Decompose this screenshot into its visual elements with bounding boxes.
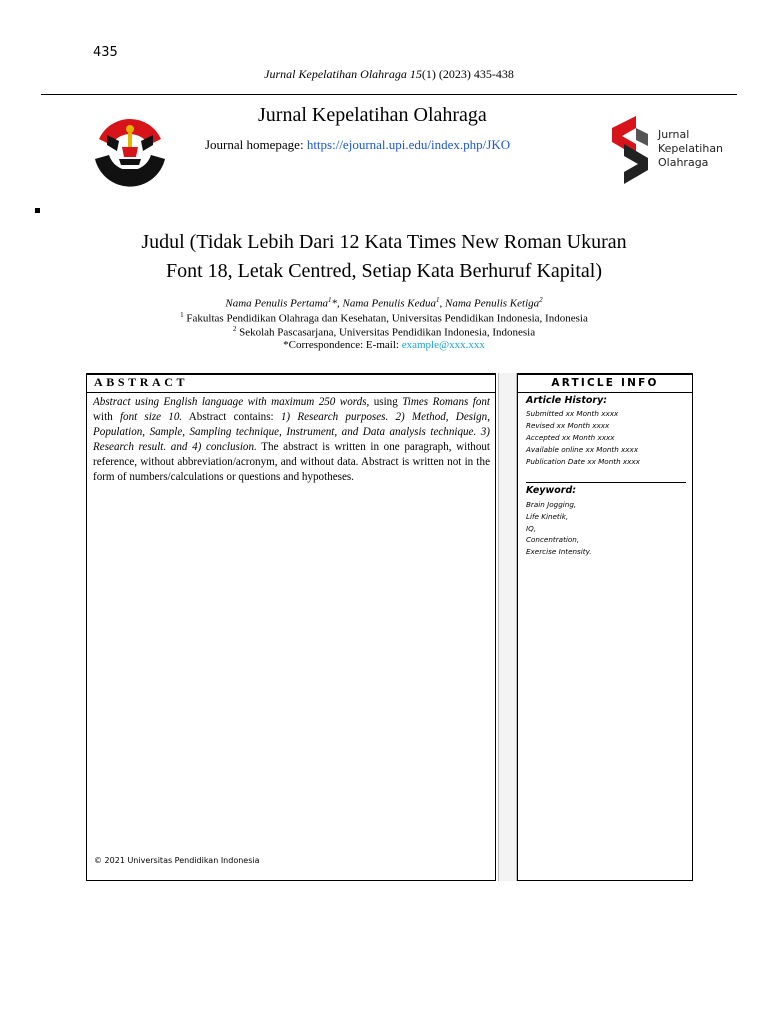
paper-title	[80, 228, 688, 286]
abstract-part-1: Abstract using English language with maximum 250 words,	[93, 396, 370, 408]
running-header	[0, 67, 768, 82]
upi-university-emblem-icon	[89, 111, 171, 191]
article-history-list	[526, 408, 640, 468]
author-3-affil: 2	[539, 296, 543, 304]
abstract-part-7: 1) Research purposes. 2) Method, Design, Population, Sample, Sampling technique, Instrument, and Data analysis technique. 3) Research result. and 4) conclusion.	[93, 411, 491, 453]
keyword-item: IQ,	[526, 523, 537, 533]
corresponding-mark: *,	[331, 297, 343, 310]
history-item: Publication Date xx Month xxxx	[526, 457, 640, 466]
history-item: Available online xx Month xxxx	[526, 445, 639, 454]
history-item: Accepted xx Month xxxx	[526, 433, 615, 442]
abstract-part-8: The abstract is written in one paragraph, without reference, without abbreviation/acronym, and without data. Abstract is written not in the form of numbers/calculations or questions and hypotheses.	[93, 441, 491, 483]
author-list	[0, 296, 768, 310]
jko-logo-text	[658, 128, 723, 170]
header-rule	[41, 94, 737, 95]
paper-title-line-2: Font 18, Letak Centred, Setiap Kata Berhuruf Kapital)	[166, 260, 602, 282]
author-1: Nama Penulis Pertama	[225, 297, 329, 310]
abstract-part-3: Times Romans font	[402, 396, 491, 408]
author-separator: ,	[439, 297, 446, 310]
article-info-heading: ARTICLE INFO	[551, 377, 659, 389]
running-journal-name: Jurnal Kepelatihan Olahraga 15	[264, 67, 422, 81]
keyword-list	[526, 499, 592, 558]
author-2-affil: 1	[436, 296, 440, 304]
journal-homepage	[205, 137, 510, 153]
jko-journal-logo-icon	[606, 114, 654, 186]
article-info-divider	[526, 482, 686, 483]
history-item: Revised xx Month xxxx	[526, 421, 610, 430]
correspondence	[0, 339, 768, 351]
journal-title: Jurnal Kepelatihan Olahraga	[258, 104, 487, 126]
history-item: Submitted xx Month xxxx	[526, 409, 619, 418]
affiliation-2-text: Sekolah Pascasarjana, Universitas Pendidikan Indonesia, Indonesia	[236, 326, 536, 339]
abstract-part-6: Abstract contains:	[182, 411, 281, 423]
jko-logo-line-2: Kepelatihan	[658, 142, 724, 155]
keyword-item: Concentration,	[526, 535, 580, 545]
copyright-notice: © 2021 Universitas Pendidikan Indonesia	[94, 856, 260, 865]
paper-title-line-1: Judul (Tidak Lebih Dari 12 Kata Times New Roman Ukuran	[141, 231, 627, 253]
abstract-part-5: font size 10.	[119, 411, 183, 423]
author-1-affil: 1	[328, 296, 332, 304]
homepage-label: Journal homepage:	[205, 137, 307, 152]
jko-logo-line-1: Jurnal	[658, 128, 690, 141]
abstract-part-4: with	[93, 411, 120, 423]
abstract-text	[93, 395, 490, 485]
page-number: 435	[93, 45, 118, 60]
author-2: Nama Penulis Kedua	[342, 297, 437, 310]
affiliation-1-text: Fakultas Pendidikan Olahraga dan Kesehatan, Universitas Pendidikan Indonesia, Indonesia	[183, 312, 588, 325]
abstract-part-2: using	[369, 396, 403, 408]
author-3: Nama Penulis Ketiga	[445, 297, 540, 310]
homepage-link[interactable]: https://ejournal.upi.edu/index.php/JKO	[306, 137, 511, 152]
affiliation-1-number: 1	[180, 311, 184, 319]
affiliation-2-number: 2	[232, 325, 237, 333]
affiliation-2	[0, 325, 768, 339]
affiliation-1	[0, 311, 768, 325]
correspondence-label: *Correspondence: E-mail:	[283, 339, 402, 351]
keyword-item: Brain Jogging,	[526, 500, 577, 509]
article-info-heading-rule	[517, 392, 693, 393]
keyword-item: Life Kinetik,	[526, 511, 569, 521]
keyword-item: Exercise Intensity.	[526, 547, 592, 557]
column-gutter	[498, 373, 517, 881]
running-issue: (1) (2023) 435-438	[421, 67, 514, 81]
jko-logo-line-3: Olahraga	[658, 156, 709, 169]
abstract-heading-rule	[86, 392, 496, 393]
correspondence-email[interactable]: example@xxx.xxx	[401, 339, 485, 351]
keyword-label: Keyword:	[526, 485, 577, 496]
article-history-label: Article History:	[526, 395, 608, 406]
bullet-mark	[35, 208, 40, 213]
abstract-heading: ABSTRACT	[94, 375, 189, 389]
